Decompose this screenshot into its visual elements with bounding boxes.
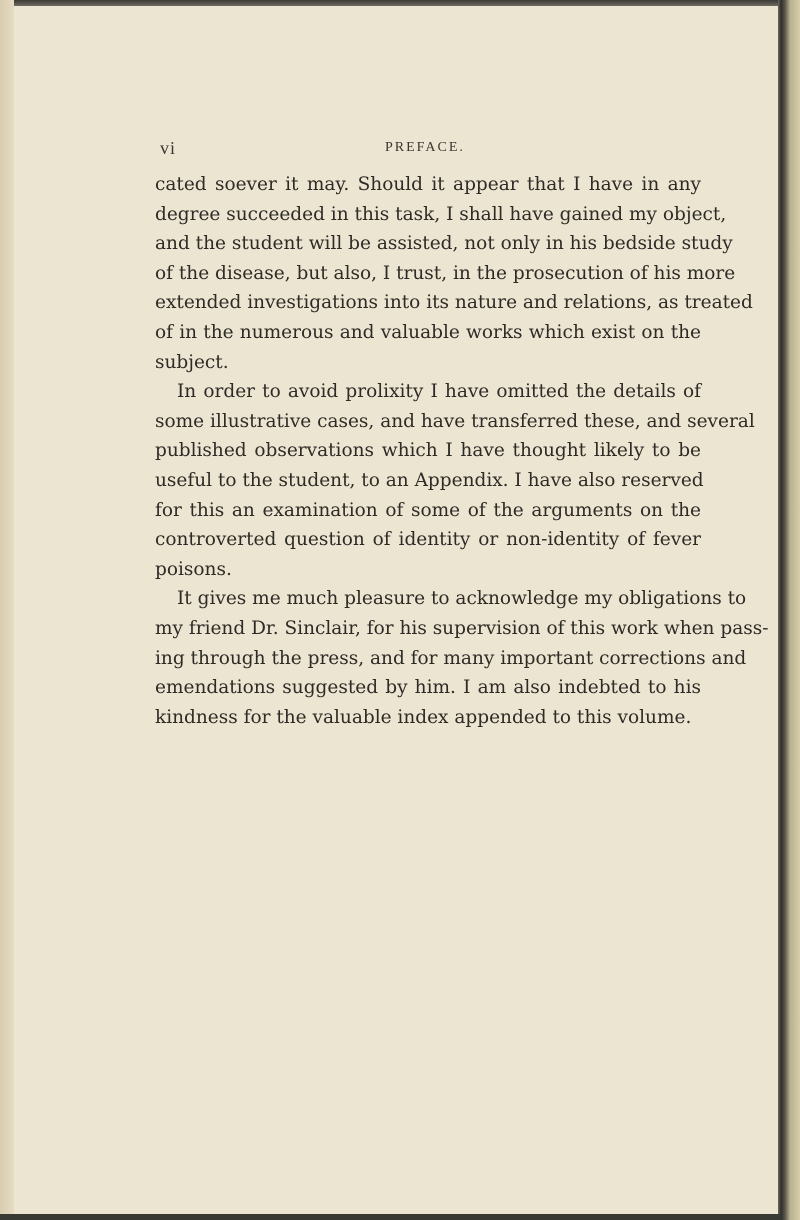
body-text — [155, 170, 769, 732]
text-line: my friend Dr. Sinclair, for his supervision of this work when pass- — [155, 617, 769, 639]
page-number: vi — [160, 138, 177, 158]
text-line: extended investigations into its nature and relations, as treated — [155, 292, 753, 314]
text-line: published observations which I have thought likely to be — [155, 440, 701, 462]
paragraph-3 — [155, 584, 769, 732]
text-line: subject. — [155, 351, 229, 373]
text-line: of the disease, but also, I trust, in the prosecution of his more — [155, 262, 736, 284]
text-line: ing through the press, and for many important corrections and — [155, 647, 747, 669]
page-header — [160, 138, 630, 166]
text-line: poisons. — [155, 558, 232, 580]
text-line: kindness for the valuable index appended to this volume. — [155, 706, 692, 728]
text-line: cated soever it may. Should it appear that I have in any — [155, 174, 701, 195]
paragraph-1 — [155, 170, 753, 377]
running-head: PREFACE. — [385, 140, 465, 155]
text-line: degree succeeded in this task, I shall have gained my object, — [155, 203, 727, 225]
paragraph-2 — [155, 377, 755, 584]
book-spine-edge — [778, 0, 800, 1220]
text-line: of in the numerous and valuable works which exist on the — [155, 321, 701, 343]
text-line: useful to the student, to an Appendix. I have also reserved — [155, 469, 704, 491]
page-top-edge — [0, 0, 780, 6]
text-line: It gives me much pleasure to acknowledge my obligations to — [177, 588, 747, 610]
page-left-edge — [0, 0, 14, 1220]
text-line: In order to avoid prolixity I have omitted the details of — [177, 381, 701, 403]
text-line: controverted question of identity or non-identity of fever — [155, 529, 701, 551]
text-line: for this an examination of some of the arguments on the — [155, 499, 701, 521]
page-bottom-edge — [0, 1214, 780, 1220]
text-line: emendations suggested by him. I am also indebted to his — [155, 677, 701, 699]
text-line: some illustrative cases, and have transferred these, and several — [155, 410, 755, 432]
text-line: and the student will be assisted, not only in his bedside study — [155, 233, 733, 255]
